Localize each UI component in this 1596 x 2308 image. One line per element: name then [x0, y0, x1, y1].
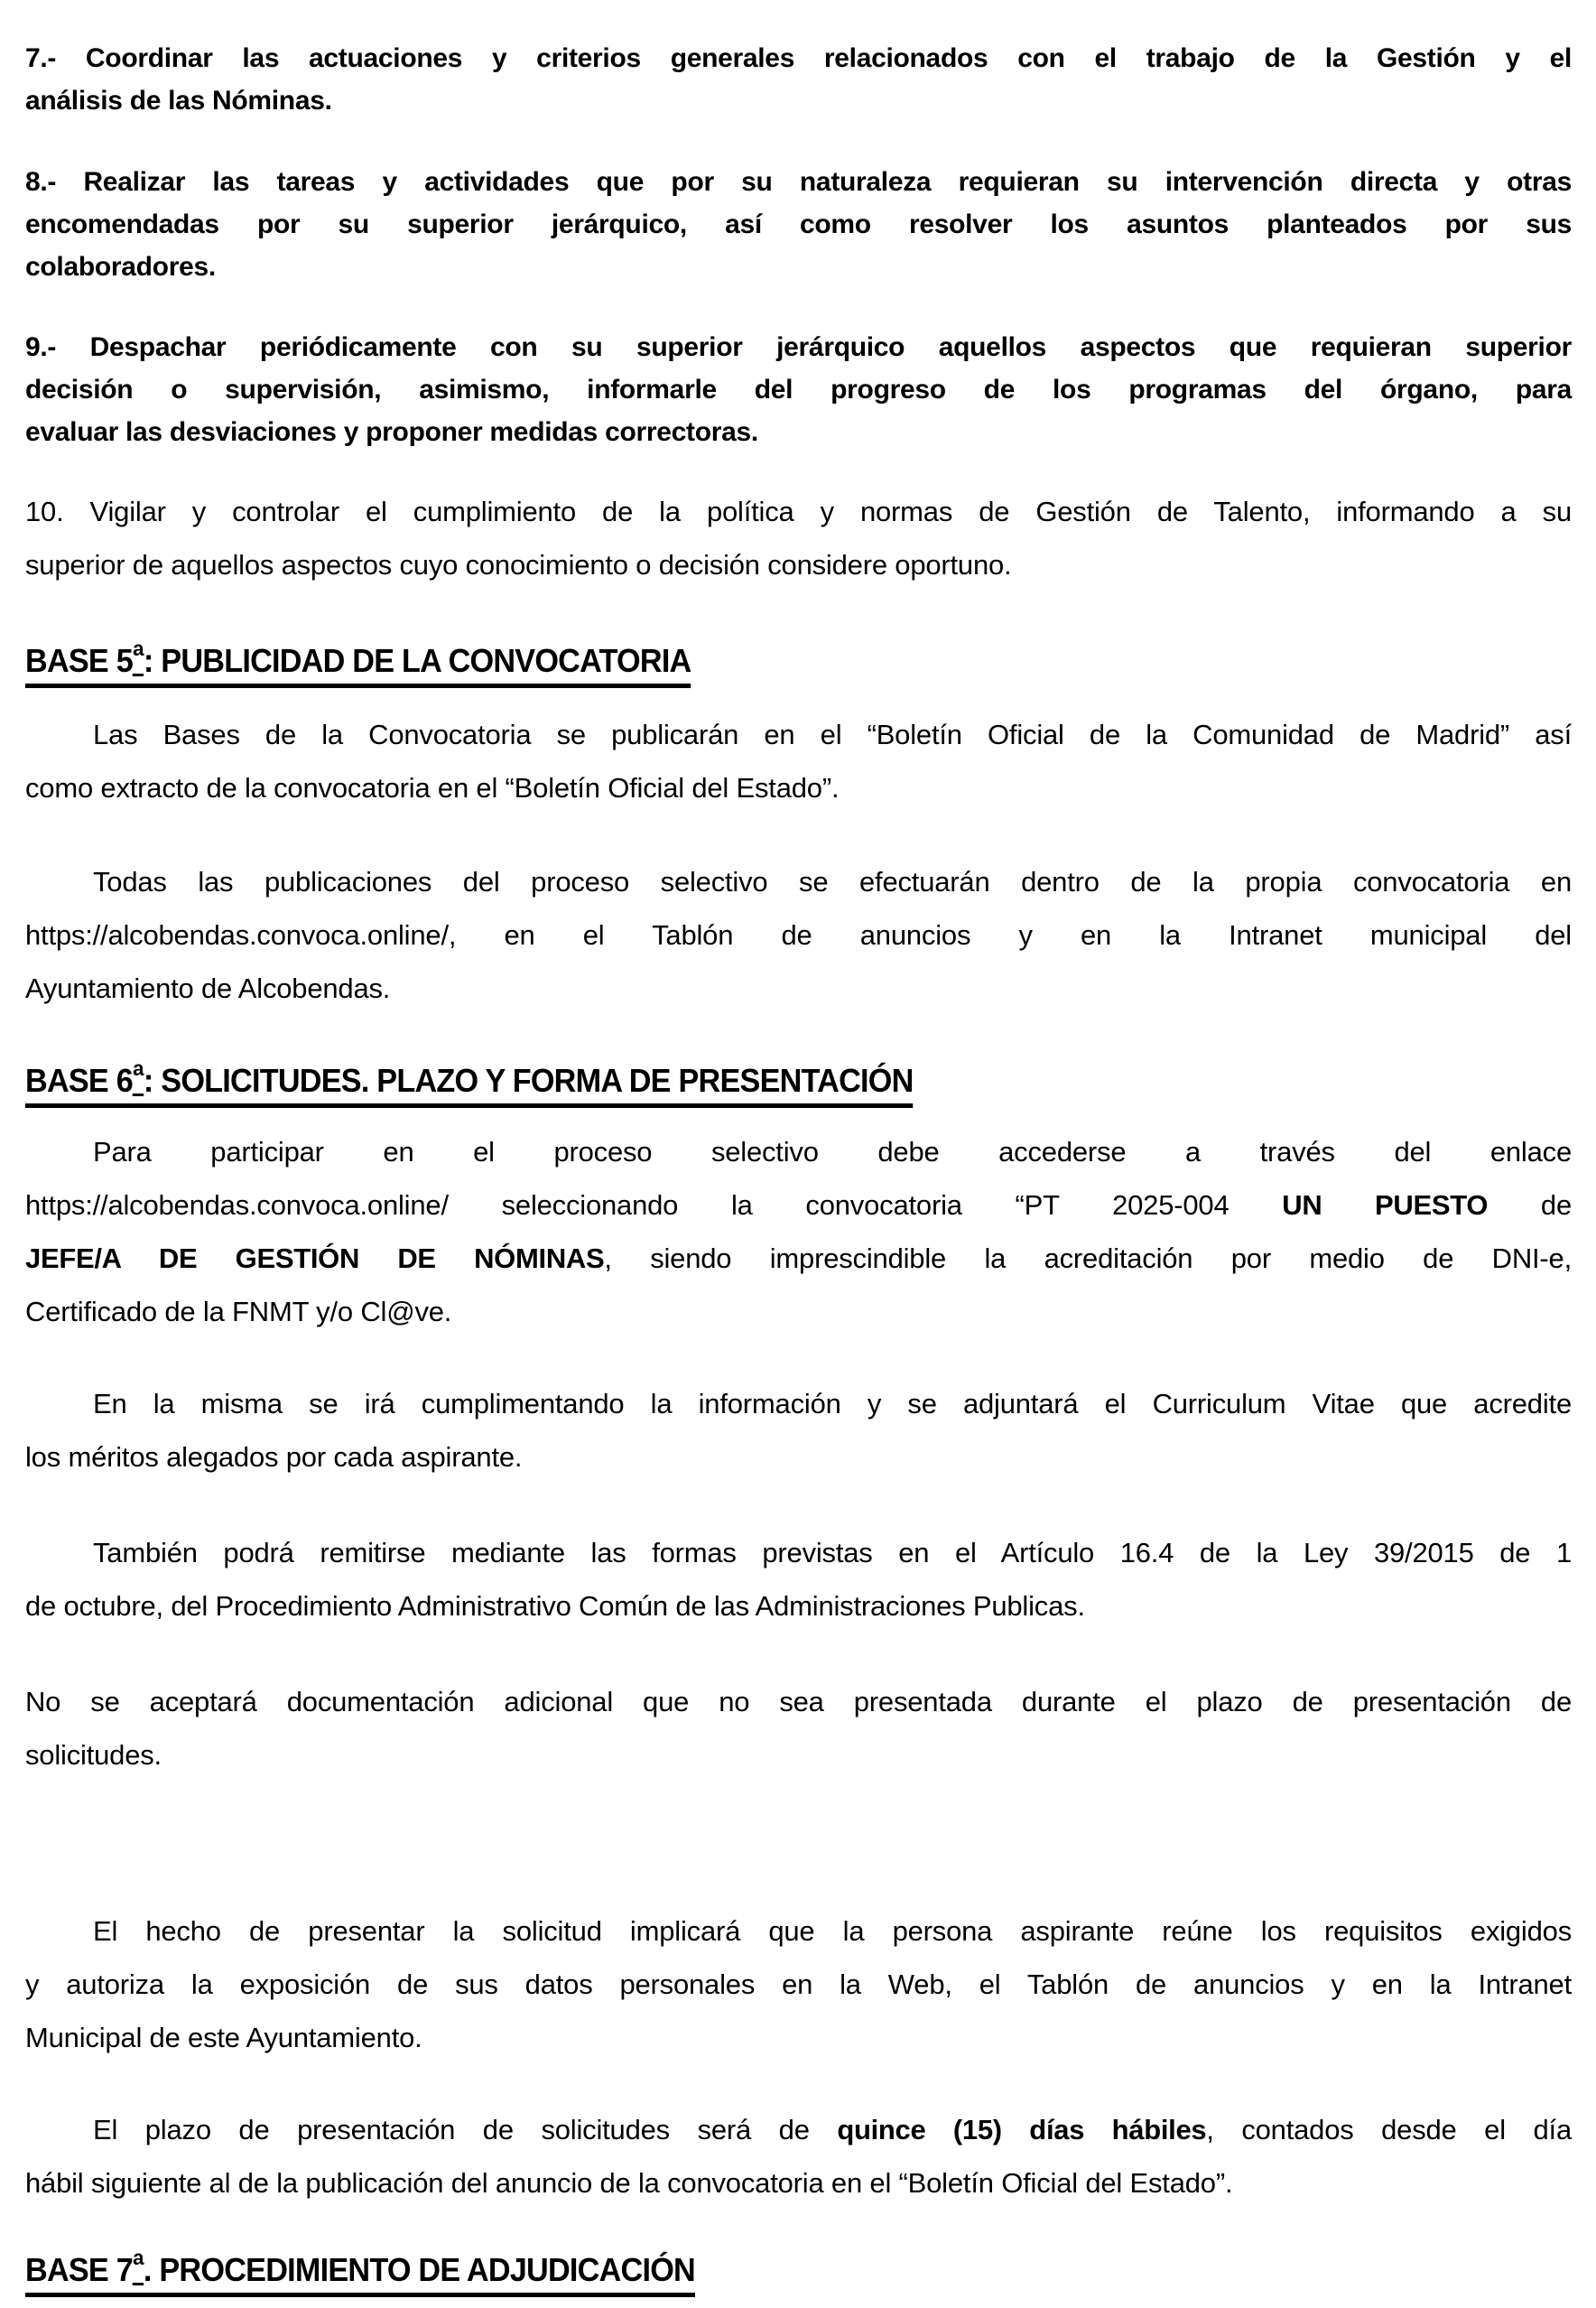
solicitudes-para-5	[25, 1904, 1572, 2064]
solicitudes-para-4	[25, 1675, 1572, 1782]
base-7-heading	[25, 2247, 1572, 2297]
text-line: encomendadas por su superior jerárquico, así como resolver los asuntos planteados por sus	[25, 209, 1572, 239]
text-line: Certificado de la FNMT y/o Cl@ve.	[25, 1296, 452, 1327]
publicidad-para-1	[25, 708, 1572, 814]
heading-prefix: BASE 5	[25, 642, 133, 679]
base-6-heading	[25, 1057, 1572, 1108]
item-10	[25, 485, 1572, 591]
text-line: El plazo de presentación de solicitudes será de quince (15) días hábiles, contados desde el día	[93, 2114, 1572, 2145]
ordinal-indicator: ª	[132, 2247, 144, 2284]
text-line: decisión o supervisión, asimismo, informarle del progreso de los programas del órgano, para	[25, 375, 1572, 405]
item-8	[25, 161, 1572, 288]
text-line: y autoriza la exposición de sus datos personales en la Web, el Tablón de anuncios y en la Intranet	[25, 1968, 1572, 2000]
item-7	[25, 37, 1572, 122]
solicitudes-para-6	[25, 2103, 1572, 2210]
heading-prefix: BASE 7	[25, 2251, 133, 2288]
ordinal-indicator: ª	[132, 637, 144, 675]
publicidad-para-2	[25, 855, 1572, 1015]
heading-suffix: : SOLICITUDES. PLAZO Y FORMA DE PRESENTACIÓN	[143, 1062, 914, 1099]
item-9	[25, 326, 1572, 453]
text-line: 9.- Despachar periódicamente con su superior jerárquico aquellos aspectos que requieran superior	[25, 332, 1572, 362]
text-line: https://alcobendas.convoca.online/ seleccionando la convocatoria “PT 2025-004 UN PUESTO de	[25, 1189, 1573, 1221]
text-line: El hecho de presentar la solicitud implicará que la persona aspirante reúne los requisitos exigidos	[93, 1915, 1572, 1947]
ordinal-indicator: ª	[132, 1057, 144, 1094]
text-line: Ayuntamiento de Alcobendas.	[25, 973, 391, 1004]
text-line: 7.- Coordinar las actuaciones y criterios generales relacionados con el trabajo de la Gestión y el	[25, 43, 1572, 73]
text-line: También podrá remitirse mediante las formas previstas en el Artículo 16.4 de la Ley 39/2015 de 1	[93, 1537, 1572, 1568]
text-line: Todas las publicaciones del proceso selectivo se efectuarán dentro de la propia convocatoria en	[93, 866, 1572, 898]
text-line: evaluar las desviaciones y proponer medidas correctoras.	[25, 417, 758, 447]
base-6-heading-text	[25, 1057, 914, 1108]
heading-suffix: : PUBLICIDAD DE LA CONVOCATORIA	[143, 642, 691, 679]
text-line: Municipal de este Ayuntamiento.	[25, 2022, 422, 2053]
text-line: hábil siguiente al de la publicación del anuncio de la convocatoria en el “Boletín Oficial del Estado”.	[25, 2167, 1233, 2199]
base-7-heading-text	[25, 2247, 695, 2297]
text-line: No se aceptará documentación adicional que no sea presentada durante el plazo de presentación de	[25, 1686, 1572, 1717]
text-line: En la misma se irá cumplimentando la información y se adjuntará el Curriculum Vitae que acredite	[93, 1388, 1572, 1419]
solicitudes-para-1	[25, 1125, 1572, 1338]
text-line: 8.- Realizar las tareas y actividades que por su naturaleza requieran su intervención directa y otras	[25, 167, 1572, 197]
text-line: como extracto de la convocatoria en el “Boletín Oficial del Estado”.	[25, 772, 840, 804]
text-line: colaboradores.	[25, 252, 216, 282]
text-line: 10. Vigilar y controlar el cumplimiento de la política y normas de Gestión de Talento, informando a su	[25, 496, 1572, 527]
heading-suffix: . PROCEDIMIENTO DE ADJUDICACIÓN	[143, 2251, 695, 2288]
base-5-heading-text	[25, 637, 691, 688]
text-line: solicitudes.	[25, 1739, 162, 1771]
solicitudes-para-3	[25, 1526, 1572, 1633]
text-line: análisis de las Nóminas.	[25, 86, 332, 116]
text-line: JEFE/A DE GESTIÓN DE NÓMINAS, siendo imprescindible la acreditación por medio de DNI-e,	[25, 1242, 1572, 1274]
heading-prefix: BASE 6	[25, 1062, 133, 1099]
text-line: Para participar en el proceso selectivo debe accederse a través del enlace	[93, 1136, 1572, 1168]
text-line: superior de aquellos aspectos cuyo conocimiento o decisión considere oportuno.	[25, 549, 1012, 581]
base-5-heading	[25, 637, 1572, 688]
text-line: Las Bases de la Convocatoria se publicarán en el “Boletín Oficial de la Comunidad de Madrid” así	[93, 719, 1572, 750]
text-line: de octubre, del Procedimiento Administrativo Común de las Administraciones Publicas.	[25, 1590, 1085, 1622]
text-line: los méritos alegados por cada aspirante.	[25, 1441, 523, 1473]
text-line: https://alcobendas.convoca.online/, en el Tablón de anuncios y en la Intranet municipal del	[25, 919, 1572, 951]
solicitudes-para-2	[25, 1377, 1572, 1484]
